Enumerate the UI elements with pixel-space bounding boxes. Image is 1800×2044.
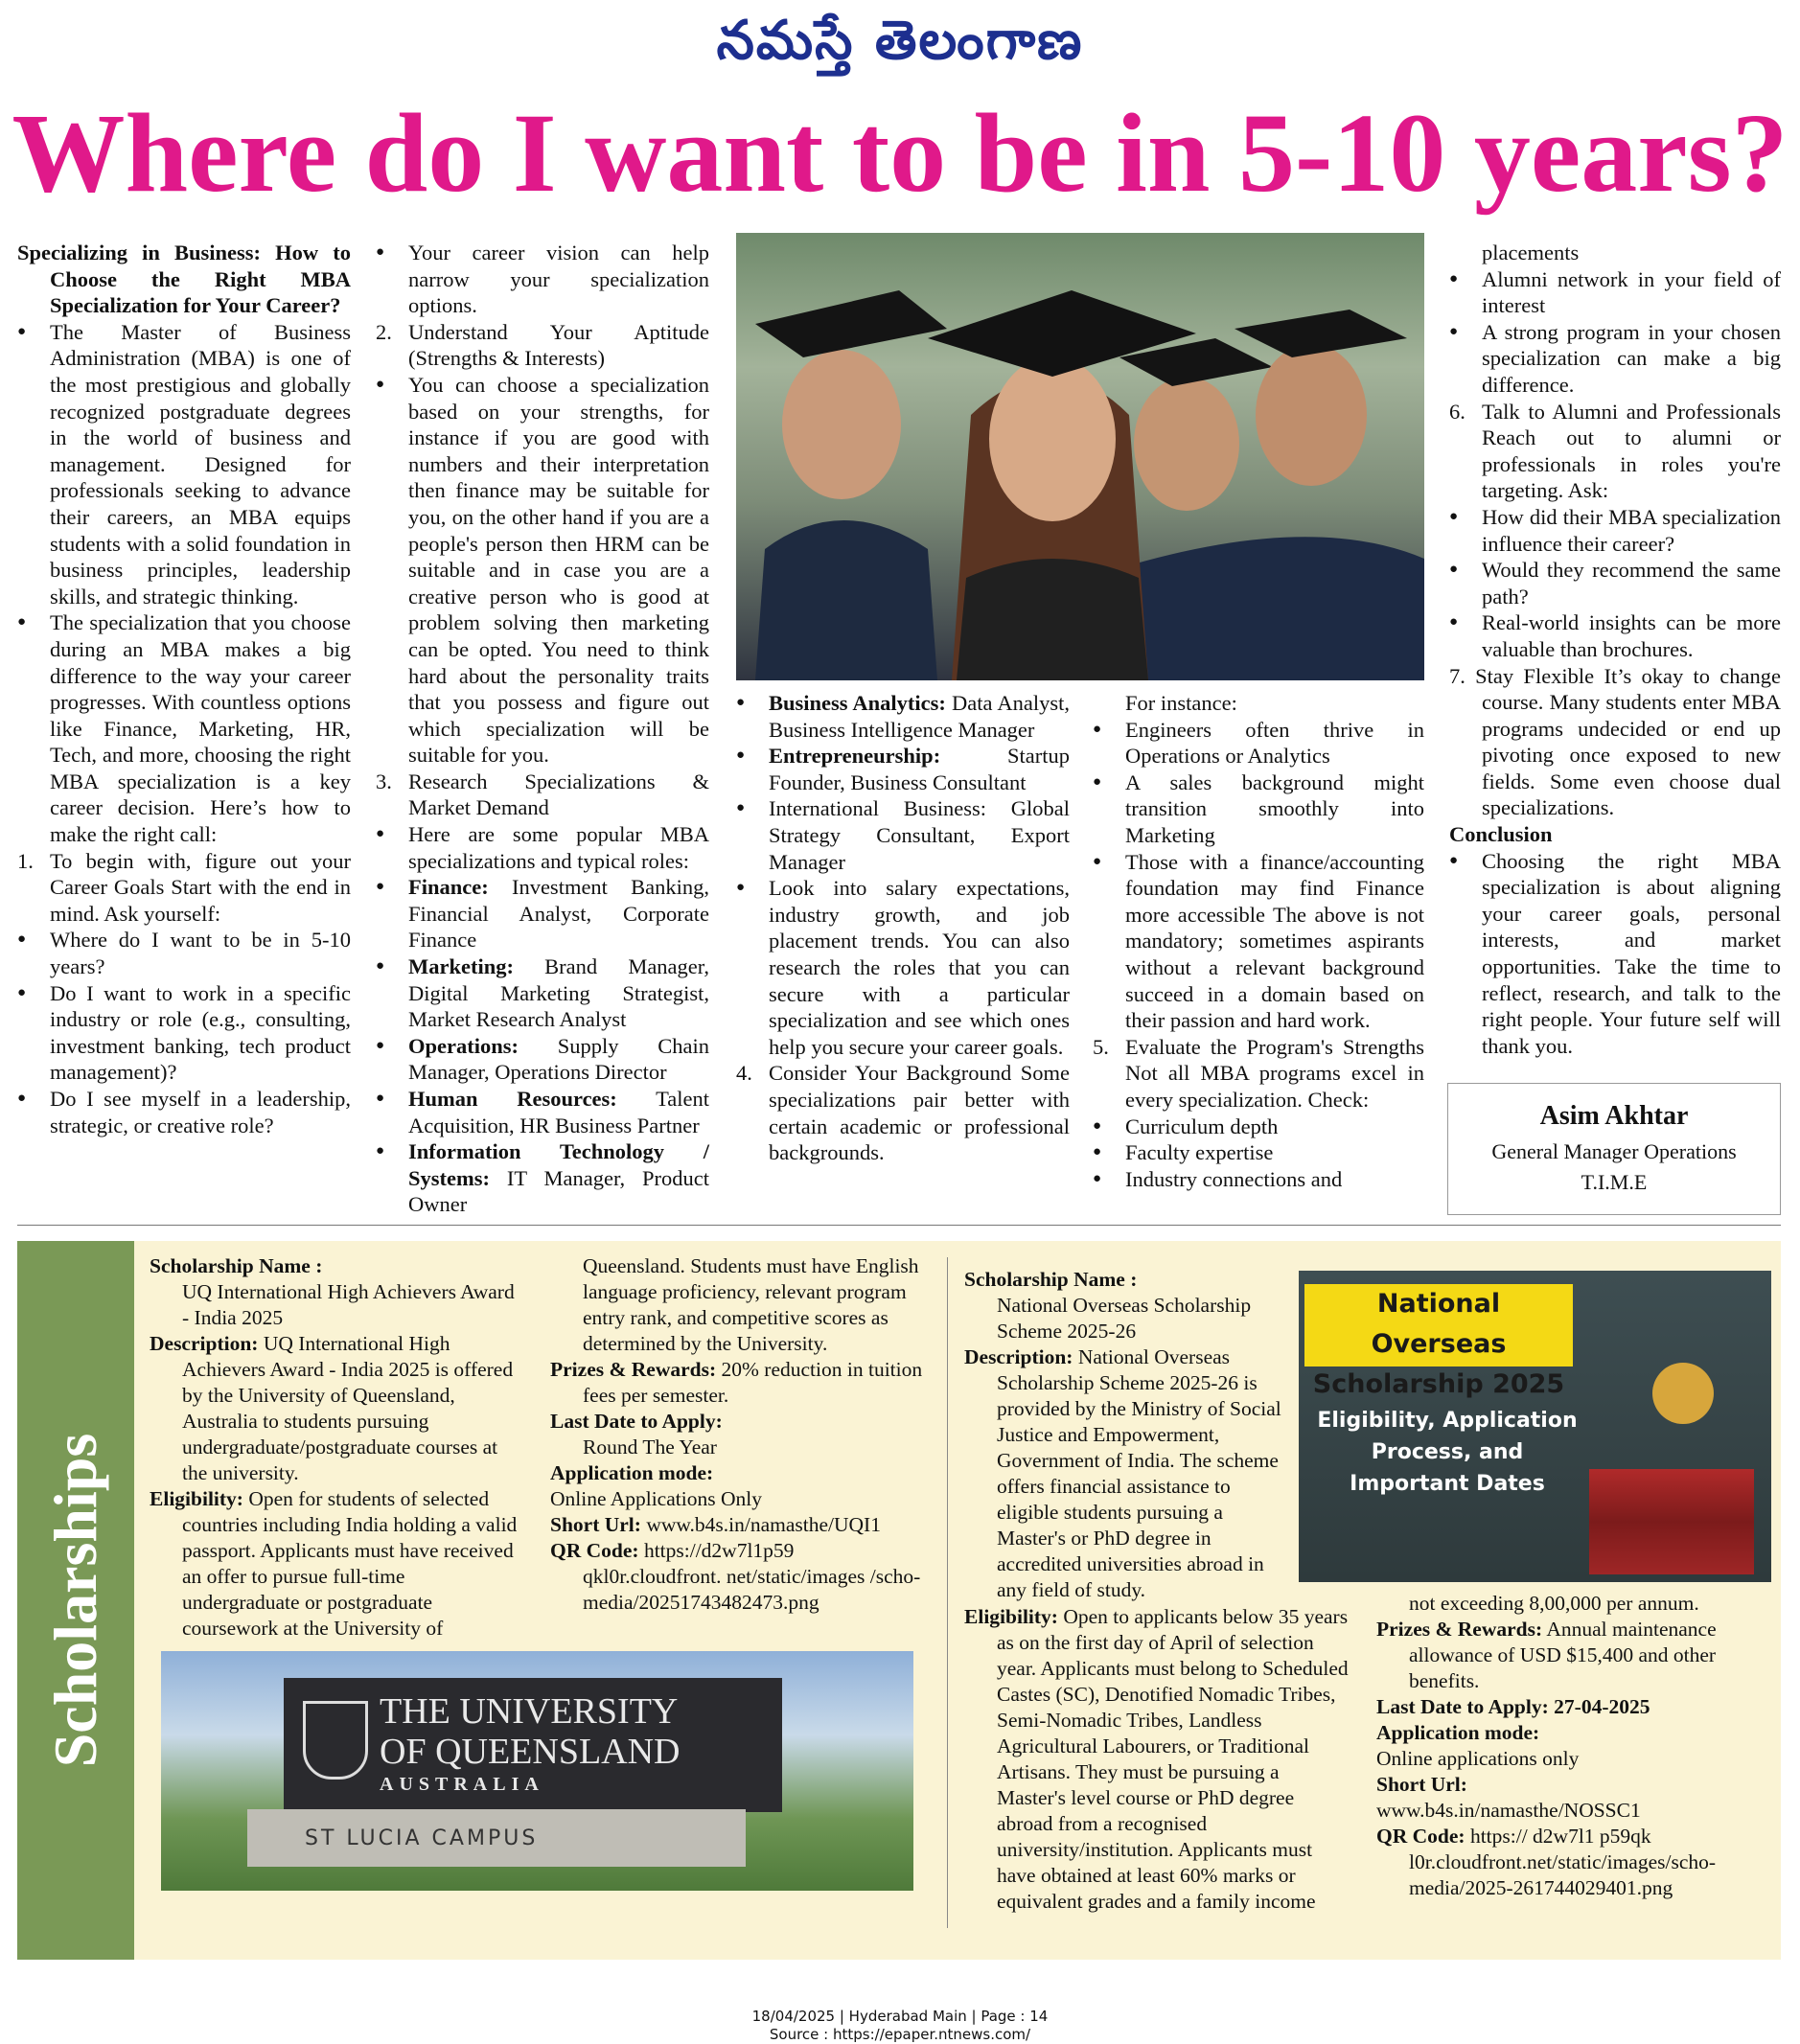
bullet-item: ● Would they recommend the same path?: [1449, 558, 1781, 609]
graduates-illustration: [736, 233, 1424, 680]
column-divider: [947, 1257, 948, 1928]
nos-mode-label: Application mode:: [1376, 1721, 1540, 1744]
nos-short-url: www.b4s.in/namasthe/NOSSC1: [1376, 1799, 1641, 1822]
numbered-item: 6. Talk to Alumni and Professionals Reach out to alumni or professionals in roles you're targeting. Ask:: [1449, 399, 1781, 503]
paragraph: For instance:: [1125, 691, 1237, 715]
footer-date-edition: 18/04/2025 | Hyderabad Main | Page : 14: [751, 2008, 1049, 2025]
masthead-logo: నమస్తే తెలంగాణ: [716, 10, 1084, 72]
bullet-item: ● Where do I want to be in 5-10 years?: [17, 928, 351, 979]
bullet-item: ● Your career vision can help narrow your specialization options.: [376, 241, 709, 318]
uq-scholarship-column-2: [550, 1253, 924, 1616]
uq-scholarship-column-1: [150, 1253, 525, 1642]
uq-qr-code: QR Code: https://d2w7l1p59 qkl0r.cloudfront. net/static/images /scho-media/20251743482473.png: [550, 1539, 921, 1614]
uq-eligibility: Eligibility: Open for students of selected countries including India holding a valid passport. Applicants must have received an offer to pursue full-time undergraduate or postgraduate coursework at the University of: [150, 1487, 518, 1640]
bullet-item: ● Real-world insights can be more valuable than brochures.: [1449, 610, 1781, 661]
article-column-1: [17, 240, 351, 1138]
bullet-item: ● Look into salary expectations, industry growth, and job placement trends. You can also research the roles that you can secure with a particular specialization and see which ones help you secure your career goals.: [736, 876, 1070, 1059]
bullet-item: ● The specialization that you choose during an MBA makes a big difference to the way your career progresses. With countless options like Finance, Marketing, HR, Tech, and more, choosing the right MBA specialization is a key career decision. Here’s how to make the right call:: [17, 610, 351, 847]
bullet-item: ● Alumni network in your field of interest: [1449, 266, 1781, 318]
uq-name-label: Scholarship Name :: [150, 1254, 323, 1277]
page-footer: [0, 2008, 1800, 2044]
headline: Where do I want to be in 5-10 years?: [12, 90, 1788, 216]
bullet-item: ● Business Analytics: Data Analyst, Business Intelligence Manager: [736, 691, 1070, 742]
uq-sign: [284, 1678, 782, 1812]
uq-date-label: Last Date to Apply:: [550, 1410, 723, 1433]
scholarships-sidebar: [17, 1241, 134, 1960]
numbered-item: 3. Research Specializations & Market Demand: [376, 769, 709, 820]
author-byline: [1447, 1083, 1781, 1215]
nos-date: Last Date to Apply: 27-04-2025: [1376, 1695, 1650, 1718]
uq-mode-label: Application mode:: [550, 1461, 714, 1484]
nos-mode: Online applications only: [1376, 1747, 1580, 1770]
nos-qr-code: QR Code: https:// d2w7l1 p59qk l0r.cloudfront.net/static/images/scho-media/2025-261744029401.png: [1376, 1825, 1717, 1899]
bullet-item: ● Human Resources: Talent Acquisition, HR Business Partner: [376, 1087, 710, 1137]
bullet-item: ● Industry connections and: [1093, 1166, 1343, 1191]
bullet-item: ● Engineers often thrive in Operations or Analytics: [1093, 717, 1424, 769]
article-subheading: Specializing in Business: How to Choose the Right MBA Specialization for Your Career?: [17, 241, 351, 318]
nos-name: National Overseas Scholarship Scheme 2025-26: [997, 1294, 1252, 1343]
bullet-item: ● Information Technology / Systems: IT Manager, Product Owner: [376, 1139, 709, 1217]
nos-eligibility-continued: not exceeding 8,00,000 per annum.: [1409, 1592, 1699, 1615]
uq-mode: Online Applications Only: [550, 1487, 762, 1510]
scholarships-sidebar-label: Scholarships: [41, 1433, 109, 1768]
uq-campus-photo: [161, 1651, 913, 1891]
author-name: Asim Akhtar: [1539, 1101, 1689, 1131]
nos-promo-banner: National Overseas Scholarship 2025: [1304, 1284, 1573, 1366]
section-divider: [17, 1225, 1781, 1226]
bullet-item: ● International Business: Global Strategy Consultant, Export Manager: [736, 796, 1070, 874]
nos-url-label: Short Url:: [1376, 1773, 1467, 1796]
nos-eligibility-column: [964, 1604, 1351, 1915]
piggy-bank-icon: [1652, 1363, 1714, 1424]
uq-sign-base: [247, 1809, 746, 1867]
bullet-item: ● Finance: Investment Banking, Financial Analyst, Corporate Finance: [376, 875, 709, 953]
nos-description: Description: National Overseas Scholarship Scheme 2025-26 is provided by the Ministry of Social Justice and Empowerment, Government of India. The scheme offers financial assistance to eligible students pursuing a Master's or PhD degree in accredited universities abroad in any field of study.: [964, 1345, 1281, 1601]
bullet-item: ● A strong program in your chosen specialization can make a big difference.: [1449, 319, 1781, 397]
uq-eligibility-continued: Queensland. Students must have English language proficiency, relevant program entry rank, and competitive scores as determined by the University.: [583, 1254, 919, 1355]
bullet-item: ● How did their MBA specialization influence their career?: [1449, 504, 1781, 556]
author-title: General Manager Operations: [1491, 1139, 1737, 1163]
uq-date: Round The Year: [583, 1435, 717, 1458]
bullet-item: ● Curriculum depth: [1093, 1114, 1279, 1138]
nos-scholarship-column-2: [1376, 1591, 1769, 1901]
paragraph: 7. Stay Flexible It’s okay to change course. Many students enter MBA programs undecided or end up pivoting once exposed to new fields. Some even choose dual specializations.: [1449, 663, 1781, 820]
bullet-item: ● Choosing the right MBA specialization is about aligning your career goals, personal interests, and market opportunities. Take the time to reflect, research, and talk to the right people. Your future self will thank you.: [1449, 848, 1781, 1058]
book-stack-icon: [1589, 1469, 1754, 1574]
bullet-item: ● Do I see myself in a leadership, strategic, or creative role?: [17, 1087, 351, 1137]
nos-promo-image: [1299, 1271, 1771, 1582]
bullet-item: ● Here are some popular MBA specializations and typical roles:: [376, 822, 709, 873]
uq-campus-label: ST LUCIA CAMPUS: [305, 1826, 539, 1850]
uq-sign-text: THE UNIVERSITY OF QUEENSLAND: [380, 1691, 681, 1772]
bullet-item: ● Operations: Supply Chain Manager, Operations Director: [376, 1033, 710, 1085]
nos-name-label: Scholarship Name :: [964, 1268, 1138, 1291]
uq-prizes: Prizes & Rewards: 20% reduction in tuition fees per semester.: [550, 1358, 923, 1407]
graduates-photo: [736, 233, 1424, 680]
bullet-item: ● Faculty expertise: [1093, 1140, 1274, 1165]
footer-source-link[interactable]: Source : https://epaper.ntnews.com/: [769, 2026, 1031, 2043]
uq-crest-icon: [303, 1701, 368, 1780]
article-column-3: [736, 690, 1070, 1166]
conclusion-heading: Conclusion: [1449, 822, 1553, 847]
numbered-item: 1. To begin with, figure out your Career Goals Start with the end in mind. Ask yourself:: [17, 848, 351, 926]
nos-prizes: Prizes & Rewards: Annual maintenance allowance of USD $15,400 and other benefits.: [1376, 1618, 1717, 1692]
article-column-4: [1093, 690, 1424, 1192]
paragraph: placements: [1482, 241, 1580, 264]
author-company: T.I.M.E: [1581, 1170, 1648, 1194]
numbered-item: 4. Consider Your Background Some specializations pair better with certain academic or professional backgrounds.: [736, 1061, 1070, 1165]
bullet-item: ● You can choose a specialization based on your strengths, for instance if you are good with numbers and their interpretation then finance may be suitable for you, on the other hand if you are a people's person then HRM can be suitable and in case you are a creative person who is good at problem solving then marketing can be opted. You need to think hard about the personality traits that you possess and figure out which specialization will be suitable for you.: [376, 372, 709, 768]
nos-scholarship-top: [964, 1267, 1290, 1603]
uq-description: Description: UQ International High Achievers Award - India 2025 is offered by the University of Queensland, Australia to students pursuing undergraduate/postgraduate courses at the university.: [150, 1332, 514, 1484]
bullet-item: ● Do I want to work in a specific industry or role (e.g., consulting, investment banking, tech product management)?: [17, 980, 351, 1085]
uq-sign-country: AUSTRALIA: [380, 1774, 544, 1795]
uq-short-url: Short Url: www.b4s.in/namasthe/UQI1: [550, 1513, 881, 1536]
bullet-item: ● The Master of Business Administration (MBA) is one of the most prestigious and globally recognized postgraduate degrees in the world of business and management. Designed for professionals seeking to advance their careers, an MBA equips students with a solid foundation in business principles, leadership skills, and strategic thinking.: [17, 319, 351, 609]
numbered-item: 2. Understand Your Aptitude (Strengths & Interests): [376, 319, 709, 371]
article-column-2: [376, 240, 709, 1218]
article-column-5: [1449, 240, 1781, 1059]
bullet-item: ● Those with a finance/accounting foundation may find Finance more accessible The above is not mandatory; sometimes aspirants without a relevant background succeed in a domain based on their passion and hard work.: [1093, 849, 1424, 1033]
nos-eligibility: Eligibility: Open to applicants below 35 years as on the first day of April of selection year. Applicants must belong to Scheduled Castes (SC), Denotified Nomadic Tribes, Semi-Nomadic Tribes, Landless Agricultural Labourers, or Traditional Artisans. They must be pursuing a Master's level course or PhD degree abroad from a recognised university/institution. Applicants must have obtained at least 60% marks or equivalent grades and a family income: [964, 1605, 1349, 1913]
bullet-item: ● Marketing: Brand Manager, Digital Marketing Strategist, Market Research Analyst: [376, 954, 709, 1032]
bullet-item: ● Entrepreneurship: Startup Founder, Business Consultant: [736, 744, 1070, 794]
bullet-item: ● A sales background might transition smoothly into Marketing: [1093, 769, 1424, 847]
numbered-item: 5. Evaluate the Program's Strengths Not all MBA programs excel in every specialization. Check:: [1093, 1034, 1424, 1112]
nos-promo-subtitle: Eligibility, Application Process, and Important Dates: [1317, 1409, 1578, 1496]
uq-name: UQ International High Achievers Award - India 2025: [182, 1280, 515, 1329]
